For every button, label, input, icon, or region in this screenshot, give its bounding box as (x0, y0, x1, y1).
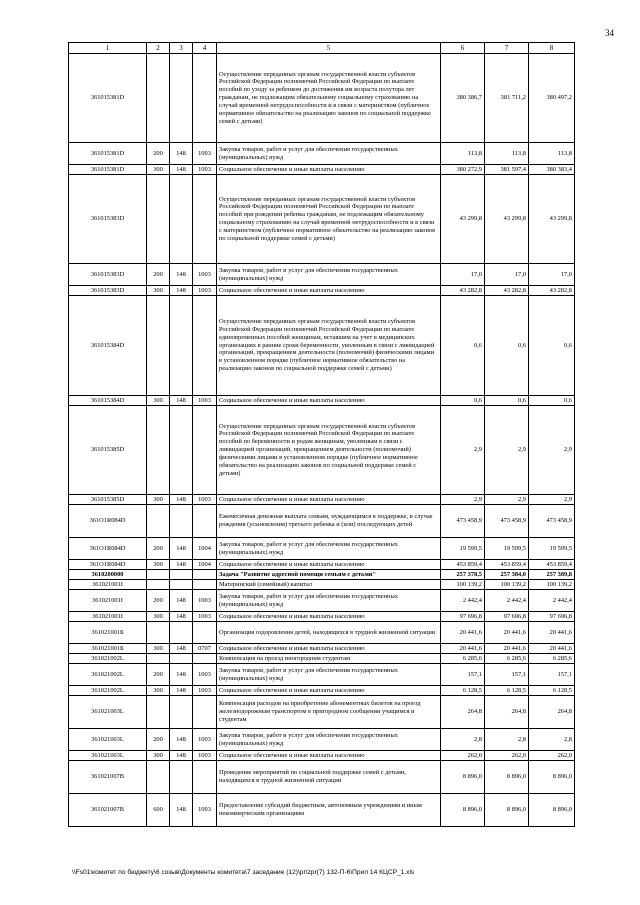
row-description: Осуществление переданных органам государственной власти субъектов Российской Федерации полномочий Российской Федерации по выплате пособий при рождении ребенка гражданам, не подлежащим обязательному социальному страхованию на случай временной нетрудоспособности и в связи с материнством (публичное нормативное обязательство на реализацию законов по социальной поддержке семей с детьми) (217, 175, 441, 264)
row-col2: 300 (147, 165, 170, 175)
row-col4 (193, 654, 217, 664)
row-col3 (170, 505, 193, 538)
table-row (69, 654, 575, 664)
row-description: Осуществление переданных органам государственной власти субъектов Российской Федерации полномочий Российской Федерации по выплате пособий по беременности и родам женщинам, уволенным в связи с ликвидацией организаций, прекращением деятельности (полномочий) физическими лицами в установленном порядке (публичное нормативное обязательство на реализацию законов по социальной поддержке семей с детьми) (217, 406, 441, 495)
row-col4: 1004 (193, 560, 217, 570)
row-code: 361015383D (69, 286, 147, 296)
row-col3 (170, 622, 193, 644)
row-col4 (193, 175, 217, 264)
row-value-7: 20 441,6 (485, 644, 529, 654)
row-value-8: 453 859,4 (529, 560, 575, 570)
row-col2: 300 (147, 396, 170, 406)
table-row (69, 696, 575, 729)
row-description: Осуществление переданных органам государственной власти субъектов Российской Федерации полномочий Российской Федерации по выплате пособий по уходу за ребенком до достижения им возраста полутора лет гражданам, не подлежащим обязательному социальному страхованию на случай временной нетрудоспособности и в связи с материнством (публичное нормативное обязательство на реализацию законов по социальной поддержке семей с детьми) (217, 54, 441, 143)
header-col-1: 1 (69, 43, 147, 54)
row-value-6: 113,8 (441, 143, 485, 165)
table-row (69, 165, 575, 175)
row-description: Проведение мероприятий по социальной поддержке семей с детьми, находящихся в трудной жизненной ситуации (217, 761, 441, 794)
row-value-7: 473 458,9 (485, 505, 529, 538)
row-description: Социальное обеспечение и иные выплаты населению (217, 286, 441, 296)
row-code: 361015383D (69, 264, 147, 286)
row-value-7: 264,8 (485, 696, 529, 729)
row-value-6: 453 859,4 (441, 560, 485, 570)
row-description: Задача "Развитие адресной помощи семьям с детьми" (217, 570, 441, 580)
row-col3 (170, 696, 193, 729)
row-col2 (147, 761, 170, 794)
table-row (69, 143, 575, 165)
row-value-6: 2,9 (441, 495, 485, 505)
row-value-7: 17,0 (485, 264, 529, 286)
row-description: Социальное обеспечение и иные выплаты населению (217, 495, 441, 505)
table-row (69, 396, 575, 406)
row-value-7: 97 696,8 (485, 612, 529, 622)
row-col3 (170, 406, 193, 495)
row-value-6: 8 896,0 (441, 761, 485, 794)
row-description: Осуществление переданных органам государственной власти субъектов Российской Федерации полномочий Российской Федерации по выплате единовременных пособий женщинам, вставшим на учет в медицинских организациях в ранние сроки беременности, уволенным в связи с ликвидацией организаций, прекращением деятельности (полномочий) физическими лицами в установленном порядке (публичное нормативное обязательство на реализацию законов по социальной поддержке семей с детьми) (217, 296, 441, 396)
row-col4 (193, 296, 217, 396)
row-code: 361021002L (69, 654, 147, 664)
row-col4 (193, 54, 217, 143)
row-code: 3610200000 (69, 570, 147, 580)
row-value-6: 2,8 (441, 729, 485, 751)
row-value-6: 157,1 (441, 664, 485, 686)
row-col4: 1003 (193, 396, 217, 406)
row-col2: 300 (147, 644, 170, 654)
table-row (69, 264, 575, 286)
row-description: Закупка товаров, работ и услуг для обеспечения государственных (муниципальных) нужд (217, 538, 441, 560)
row-col4: 1003 (193, 286, 217, 296)
row-description: Материнский (семейный) капитал (217, 580, 441, 590)
row-value-8: 2,9 (529, 406, 575, 495)
row-col2: 300 (147, 495, 170, 505)
row-col4 (193, 580, 217, 590)
row-col2: 200 (147, 729, 170, 751)
row-value-6: 0,6 (441, 296, 485, 396)
row-col2: 200 (147, 664, 170, 686)
table-header-row (69, 43, 575, 54)
row-value-8: 2,9 (529, 495, 575, 505)
row-value-8: 43 282,8 (529, 286, 575, 296)
row-code: 361015385D (69, 406, 147, 495)
row-code: 361015383D (69, 175, 147, 264)
row-value-6: 380 272,9 (441, 165, 485, 175)
row-value-8: 380 383,4 (529, 165, 575, 175)
row-col4: 1004 (193, 538, 217, 560)
row-value-8: 8 896,0 (529, 794, 575, 827)
row-value-7: 262,0 (485, 751, 529, 761)
row-value-7: 2,9 (485, 495, 529, 505)
row-col2: 300 (147, 286, 170, 296)
row-code: 361021003L (69, 729, 147, 751)
row-value-7: 2,8 (485, 729, 529, 751)
row-col3: 148 (170, 644, 193, 654)
table-row (69, 286, 575, 296)
table-row (69, 175, 575, 264)
row-description: Социальное обеспечение и иные выплаты населению (217, 612, 441, 622)
row-value-6: 97 696,8 (441, 612, 485, 622)
row-col2 (147, 696, 170, 729)
row-description: Компенсация расходов на приобретение абонементных билетов на проезд железнодорожным транспортом в пригородном сообщении учащимся и студентам (217, 696, 441, 729)
row-value-7: 6 128,5 (485, 686, 529, 696)
row-col4: 1003 (193, 143, 217, 165)
row-value-8: 100 139,2 (529, 580, 575, 590)
row-col3 (170, 296, 193, 396)
row-value-8: 157,1 (529, 664, 575, 686)
row-col2 (147, 54, 170, 143)
row-description: Организация оздоровления детей, находящихся в трудной жизненной ситуации (217, 622, 441, 644)
row-value-6: 19 599,5 (441, 538, 485, 560)
row-value-6: 473 458,9 (441, 505, 485, 538)
row-code: 361015381D (69, 54, 147, 143)
row-value-8: 113,8 (529, 143, 575, 165)
row-col3 (170, 175, 193, 264)
row-code: 361O1R084D (69, 538, 147, 560)
row-value-7: 2 442,4 (485, 590, 529, 612)
row-col3: 148 (170, 396, 193, 406)
row-col2: 200 (147, 590, 170, 612)
row-code: 361O1R084D (69, 505, 147, 538)
row-col3 (170, 654, 193, 664)
row-col2: 300 (147, 751, 170, 761)
table-row (69, 406, 575, 495)
row-description: Компенсация на проезд иногородним студентам (217, 654, 441, 664)
table-row (69, 794, 575, 827)
row-value-6: 100 139,2 (441, 580, 485, 590)
table-row (69, 560, 575, 570)
row-code: 361021007B (69, 794, 147, 827)
table-row (69, 612, 575, 622)
row-value-7: 157,1 (485, 664, 529, 686)
row-col2: 300 (147, 612, 170, 622)
row-value-8: 6 128,5 (529, 686, 575, 696)
row-description: Социальное обеспечение и иные выплаты населению (217, 396, 441, 406)
row-code: 361O1R084D (69, 560, 147, 570)
row-col2 (147, 505, 170, 538)
row-col3 (170, 761, 193, 794)
row-description: Закупка товаров, работ и услуг для обеспечения государственных (муниципальных) нужд (217, 143, 441, 165)
row-value-8: 97 696,8 (529, 612, 575, 622)
table-row (69, 570, 575, 580)
table-row (69, 644, 575, 654)
row-description: Социальное обеспечение и иные выплаты населению (217, 560, 441, 570)
row-value-7: 0,6 (485, 396, 529, 406)
row-col4: 1003 (193, 794, 217, 827)
row-value-7: 43 282,8 (485, 286, 529, 296)
row-description: Социальное обеспечение и иные выплаты населению (217, 165, 441, 175)
row-col4: 0707 (193, 644, 217, 654)
row-col3: 148 (170, 729, 193, 751)
table-row (69, 751, 575, 761)
row-col4 (193, 622, 217, 644)
row-col3: 148 (170, 590, 193, 612)
row-code: 361021003L (69, 751, 147, 761)
row-col4: 1003 (193, 612, 217, 622)
row-col3: 148 (170, 751, 193, 761)
row-col4: 1003 (193, 495, 217, 505)
header-col-6: 6 (441, 43, 485, 54)
row-col2 (147, 175, 170, 264)
row-col3 (170, 54, 193, 143)
row-code: 361015384D (69, 396, 147, 406)
row-code: 361015385D (69, 495, 147, 505)
row-col4 (193, 406, 217, 495)
row-code: 361021003L (69, 696, 147, 729)
row-code: 361021001I (69, 590, 147, 612)
table-body (69, 54, 575, 827)
row-col4 (193, 696, 217, 729)
table-row (69, 54, 575, 143)
row-value-6: 2,9 (441, 406, 485, 495)
row-col4: 1003 (193, 264, 217, 286)
row-col3: 148 (170, 686, 193, 696)
row-value-8: 0,6 (529, 296, 575, 396)
row-value-7: 113,8 (485, 143, 529, 165)
row-value-7: 6 285,6 (485, 654, 529, 664)
header-col-4: 4 (193, 43, 217, 54)
row-description: Предоставление субсидий бюджетным, автономным учреждениям и иным некоммерческим организациям (217, 794, 441, 827)
row-value-6: 6 285,6 (441, 654, 485, 664)
row-col2 (147, 570, 170, 580)
row-value-7: 381 597,4 (485, 165, 529, 175)
row-col2: 200 (147, 264, 170, 286)
row-col4 (193, 570, 217, 580)
row-value-6: 257 378,5 (441, 570, 485, 580)
row-col2: 200 (147, 538, 170, 560)
row-col3: 148 (170, 538, 193, 560)
row-value-7: 0,6 (485, 296, 529, 396)
row-value-8: 257 389,8 (529, 570, 575, 580)
row-value-8: 2 442,4 (529, 590, 575, 612)
row-description: Закупка товаров, работ и услуг для обеспечения государственных (муниципальных) нужд (217, 590, 441, 612)
row-description: Ежемесячная денежная выплата семьям, нуждающимся в поддержке, в случае рождения (усыновления) третьего ребенка и (или) последующих детей (217, 505, 441, 538)
table-row (69, 590, 575, 612)
row-value-6: 264,8 (441, 696, 485, 729)
row-value-6: 43 299,8 (441, 175, 485, 264)
row-value-6: 262,0 (441, 751, 485, 761)
row-value-8: 43 299,8 (529, 175, 575, 264)
table-row (69, 505, 575, 538)
row-code: 361021001Б (69, 622, 147, 644)
row-col3: 148 (170, 664, 193, 686)
row-col4: 1003 (193, 729, 217, 751)
row-code: 361021001Б (69, 644, 147, 654)
row-value-6: 2 442,4 (441, 590, 485, 612)
row-col3: 148 (170, 264, 193, 286)
row-value-8: 6 285,6 (529, 654, 575, 664)
row-value-8: 262,0 (529, 751, 575, 761)
row-value-8: 380 497,2 (529, 54, 575, 143)
table-row (69, 538, 575, 560)
row-code: 361021002L (69, 686, 147, 696)
table-row (69, 622, 575, 644)
row-col2 (147, 580, 170, 590)
row-description: Социальное обеспечение и иные выплаты населению (217, 644, 441, 654)
row-value-8: 2,8 (529, 729, 575, 751)
row-value-8: 19 599,5 (529, 538, 575, 560)
row-value-7: 8 896,0 (485, 794, 529, 827)
table-row (69, 729, 575, 751)
row-description: Социальное обеспечение и иные выплаты населению (217, 686, 441, 696)
row-value-8: 20 441,6 (529, 644, 575, 654)
row-value-7: 43 299,8 (485, 175, 529, 264)
row-col2 (147, 622, 170, 644)
row-value-6: 380 386,7 (441, 54, 485, 143)
row-value-8: 473 458,9 (529, 505, 575, 538)
row-value-8: 20 441,6 (529, 622, 575, 644)
row-col4: 1003 (193, 751, 217, 761)
table-row (69, 296, 575, 396)
row-col2 (147, 406, 170, 495)
header-col-7: 7 (485, 43, 529, 54)
row-col4 (193, 761, 217, 794)
header-col-3: 3 (170, 43, 193, 54)
row-value-6: 6 128,5 (441, 686, 485, 696)
row-value-6: 0,6 (441, 396, 485, 406)
row-value-8: 264,8 (529, 696, 575, 729)
row-col3 (170, 570, 193, 580)
row-value-7: 2,9 (485, 406, 529, 495)
header-col-5: 5 (217, 43, 441, 54)
row-col2: 200 (147, 143, 170, 165)
row-col2 (147, 654, 170, 664)
row-col4: 1003 (193, 590, 217, 612)
row-code: 361021001I (69, 580, 147, 590)
table-row (69, 495, 575, 505)
row-col3: 148 (170, 143, 193, 165)
page-number: 34 (605, 28, 614, 38)
row-value-7: 8 896,0 (485, 761, 529, 794)
row-col4: 1003 (193, 686, 217, 696)
row-code: 361021002L (69, 664, 147, 686)
row-value-7: 20 441,6 (485, 622, 529, 644)
row-col2: 300 (147, 686, 170, 696)
row-col4: 1003 (193, 664, 217, 686)
row-value-8: 0,6 (529, 396, 575, 406)
row-code: 361015381D (69, 143, 147, 165)
row-col4 (193, 505, 217, 538)
row-col4: 1003 (193, 165, 217, 175)
row-col3: 148 (170, 794, 193, 827)
row-value-8: 17,0 (529, 264, 575, 286)
row-description: Социальное обеспечение и иные выплаты населению (217, 751, 441, 761)
row-value-8: 8 896,0 (529, 761, 575, 794)
row-value-7: 381 711,2 (485, 54, 529, 143)
row-col3: 148 (170, 560, 193, 570)
row-description: Закупка товаров, работ и услуг для обеспечения государственных (муниципальных) нужд (217, 664, 441, 686)
row-code: 361015381D (69, 165, 147, 175)
row-description: Закупка товаров, работ и услуг для обеспечения государственных (муниципальных) нужд (217, 729, 441, 751)
row-col2: 300 (147, 560, 170, 570)
row-value-7: 19 599,5 (485, 538, 529, 560)
table-row (69, 686, 575, 696)
row-code: 361021007B (69, 761, 147, 794)
row-value-6: 17,0 (441, 264, 485, 286)
budget-table (68, 42, 575, 827)
table-row (69, 664, 575, 686)
row-value-7: 453 859,4 (485, 560, 529, 570)
row-col3: 148 (170, 612, 193, 622)
row-col3 (170, 580, 193, 590)
file-path-footer: \\Fs01\комитет по бюджету\6 созыв\Документы комитета\7 заседание (12)\pr\zpr(7) 132-П-6\Прил 14 КЦСР_1.xls (72, 869, 415, 876)
row-value-6: 43 282,8 (441, 286, 485, 296)
header-col-2: 2 (147, 43, 170, 54)
table-row (69, 761, 575, 794)
row-col3: 148 (170, 495, 193, 505)
row-col3: 148 (170, 286, 193, 296)
row-value-6: 8 896,0 (441, 794, 485, 827)
row-col2: 600 (147, 794, 170, 827)
row-value-6: 20 441,6 (441, 644, 485, 654)
row-col2 (147, 296, 170, 396)
row-description: Закупка товаров, работ и услуг для обеспечения государственных (муниципальных) нужд (217, 264, 441, 286)
row-code: 361021001I (69, 612, 147, 622)
row-value-7: 100 139,2 (485, 580, 529, 590)
row-value-7: 257 384,0 (485, 570, 529, 580)
header-col-8: 8 (529, 43, 575, 54)
row-col3: 148 (170, 165, 193, 175)
row-code: 361015384D (69, 296, 147, 396)
row-value-6: 20 441,6 (441, 622, 485, 644)
table-row (69, 580, 575, 590)
